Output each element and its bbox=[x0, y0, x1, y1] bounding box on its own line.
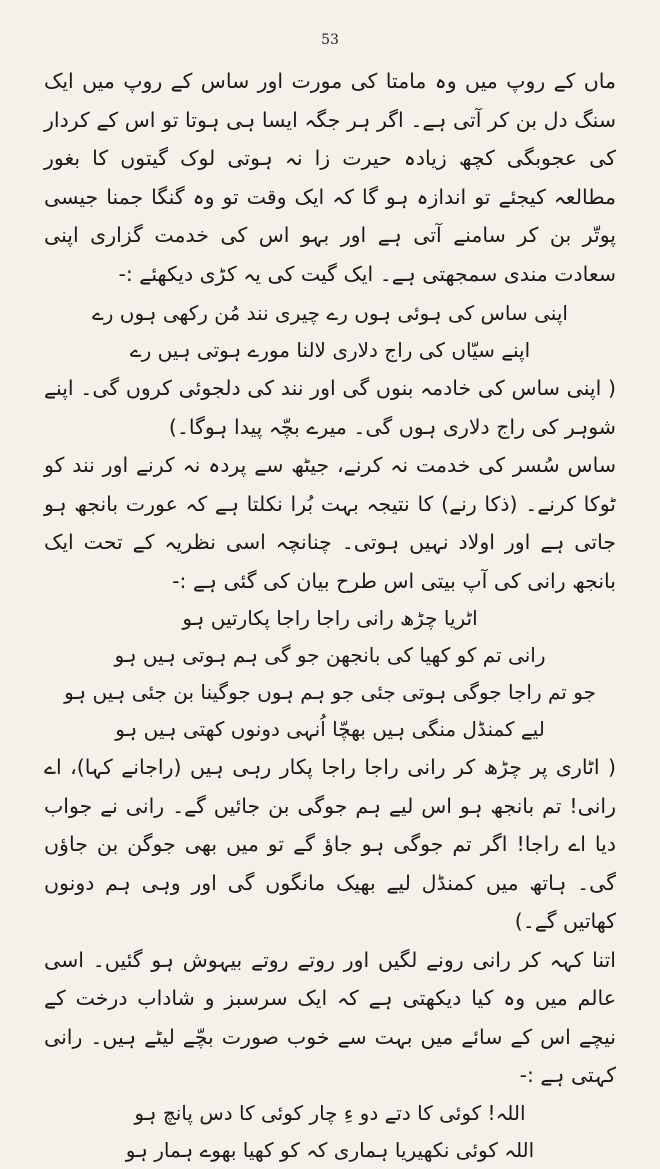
paragraph: ( اپنی ساس کی خادمہ بنوں گی اور نند کی دلجوئی کروں گی۔ اپنے شوہر کی راج دلاری ہوں گی۔ میرے بچّہ پیدا ہوگا۔) bbox=[44, 376, 616, 439]
page-text bbox=[44, 62, 616, 1169]
paragraph: ساس سُسر کی خدمت نہ کرنے، جیٹھ سے پردہ نہ کرنے اور نند کو ٹوکا کرنے۔ (ذکا رنے) کا نتیجہ بہت بُرا نکلتا ہے کہ عورت بانجھ ہو جاتی ہے اور اولاد نہیں ہوتی۔ چنانچہ اسی نظریہ کے تحت ایک بانجھ رانی کی آپ بیتی اس طرح بیان کی گئی ہے :- bbox=[44, 453, 616, 593]
verse-line: اللہ! کوئی کا دتے دو ءِ چار کوئی کا دس پانچ ہو bbox=[134, 1100, 526, 1125]
verse-line: اللہ کوئی نکھیریا ہماری کہ کو کھیا بھوے ہمار ہو bbox=[125, 1137, 535, 1162]
verse-line: لیے کمنڈل منگی ہیں بھچّا اُنہی دونوں کھتی ہیں ہو bbox=[115, 717, 545, 741]
paragraph: اتنا کہہ کر رانی رونے لگیں اور روتے روتے بیہوش ہو گئیں۔ اسی عالم میں وہ کیا دیکھتی ہے کہ ایک سرسبز و شاداب درخت کے نیچے اس کے سائے میں بہت سے خوب صورت بچّے لیٹے ہیں۔ رانی کہتی ہے :- bbox=[44, 947, 616, 1087]
verse-line: اپنی ساس کی ہوئی ہوں رے چیری نند مُن رکھی ہوں رے bbox=[92, 301, 568, 325]
verse-line: جو تم راجا جوگی ہوتی جئی جو ہم ہوں جوگینا بن جئی ہیں ہو bbox=[64, 680, 596, 704]
page-number: 53 bbox=[321, 32, 339, 48]
verse-line: اپنے سیّاں کی راج دلاری لالنا مورے ہوتی ہیں رے bbox=[129, 338, 531, 362]
verse-line: رانی تم کو کھیا کی بانجھن جو گی ہم ہوتی ہیں ہو bbox=[114, 643, 546, 667]
paragraph: ماں کے روپ میں وہ مامتا کی مورت اور ساس کے روپ میں ایک سنگ دل بن کر آتی ہے۔ اگر ہر جگہ ایسا ہی ہوتا تو اس کے کردار کی عجوبگی کچھ زیادہ حیرت زا نہ ہوتی لوک گیتوں کا بغور مطالعہ کیجئے تو اندازہ ہو گا کہ ایک وقت تو وہ گنگا جمنا جیسی پوتّر بن کر سامنے آتی ہے اور بہو اس کی خدمت گزاری اپنی سعادت مندی سمجھتی ہے۔ ایک گیت کی یہ کڑی دیکھئے :- bbox=[44, 69, 616, 286]
paragraph: ( اٹاری پر چڑھ کر رانی راجا راجا پکار رہی ہیں (راجانے کہا)، اے رانی! تم بانجھ ہو اس لیے ہم جوگی بن جائیں گے۔ رانی نے جواب دیا اے راجا! اگر تم جوگی ہو جاؤ گے تو میں بھی جوگن بن جاؤں گی۔ ہاتھ میں کمنڈل لیے بھیک مانگوں گی اور وہی ہم دونوں کھاتیں گے۔) bbox=[44, 755, 616, 933]
verse-line: اٹریا چڑھ رانی راجا راجا پکارتیں ہو bbox=[182, 606, 478, 630]
